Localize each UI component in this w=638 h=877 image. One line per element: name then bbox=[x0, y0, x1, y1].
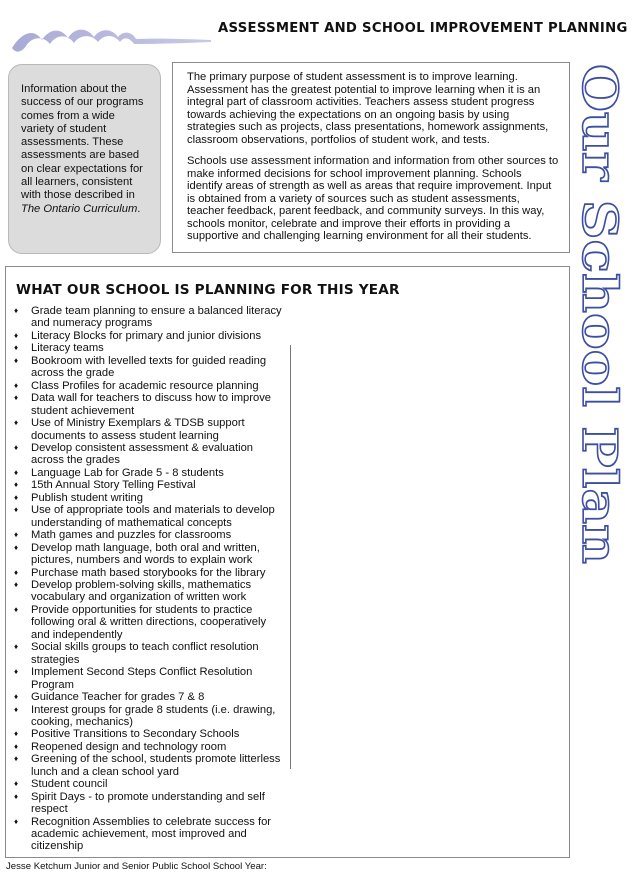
intro-paragraph: Schools use assessment information and information from other sources to make informed decisions for school improvement planning. Schools identify areas of strength as well as areas that require improvement. Input is obtained from a variety of sources such as student assessments, teacher feedback, parent feedback, and community surveys. In this way, schools monitor, celebrate and improve their efforts in providing a supportive and challenging learning environment for all their students. bbox=[187, 155, 559, 242]
bullet-diamond-icon: ♦ bbox=[14, 754, 19, 764]
plan-list-item bbox=[14, 567, 286, 579]
bullet-diamond-icon: ♦ bbox=[14, 542, 19, 552]
bullet-diamond-icon: ♦ bbox=[14, 642, 19, 652]
plan-list-item bbox=[14, 641, 286, 666]
plan-item-text: Bookroom with levelled texts for guided reading across the grade bbox=[31, 354, 267, 380]
bullet-diamond-icon: ♦ bbox=[14, 667, 19, 677]
intro-paragraph: The primary purpose of student assessment is to improve learning. Assessment has the greatest potential to improve learning when it is an integral part of classroom activities. Teachers assess student progress towards achieving the expectations on an ongoing basis by using strategies such as projects, class presentations, homework assignments, classroom observations, portfolios of student work, and tests. bbox=[187, 71, 549, 146]
plan-item-text: Reopened design and technology room bbox=[31, 740, 227, 753]
plan-list-item bbox=[14, 542, 286, 567]
plan-item-text: Develop problem-solving skills, mathematics vocabulary and organization of written work bbox=[31, 578, 252, 604]
bullet-diamond-icon: ♦ bbox=[14, 393, 19, 403]
bullet-diamond-icon: ♦ bbox=[14, 343, 19, 353]
plan-list-item bbox=[14, 380, 286, 392]
plan-list-item bbox=[14, 305, 286, 330]
plan-item-text: Develop math language, both oral and written, pictures, numbers and words to explain work bbox=[31, 541, 260, 567]
bullet-diamond-icon: ♦ bbox=[14, 816, 19, 826]
bullet-diamond-icon: ♦ bbox=[14, 467, 19, 477]
bullet-diamond-icon: ♦ bbox=[14, 306, 19, 315]
plan-list-item bbox=[14, 355, 286, 380]
plan-item-text: Guidance Teacher for grades 7 & 8 bbox=[31, 691, 205, 704]
bullet-diamond-icon: ♦ bbox=[14, 492, 19, 502]
bullet-diamond-icon: ♦ bbox=[14, 330, 19, 340]
plan-list-item bbox=[14, 666, 286, 691]
bullet-diamond-icon: ♦ bbox=[14, 567, 19, 577]
plan-item-text: Greening of the school, students promote litterless lunch and a clean school yard bbox=[31, 753, 281, 778]
plan-item-text: Language Lab for Grade 5 - 8 students bbox=[31, 466, 224, 479]
plan-item-text: Purchase math based storybooks for the library bbox=[31, 566, 266, 579]
bullet-diamond-icon: ♦ bbox=[14, 480, 19, 490]
plan-list-item bbox=[14, 753, 286, 778]
plan-item-text: 15th Annual Story Telling Festival bbox=[31, 479, 196, 492]
page-title: ASSESSMENT AND SCHOOL IMPROVEMENT PLANNING bbox=[218, 21, 628, 36]
plan-item-text: Provide opportunities for students to practice following oral & written directions, cooperatively and independently bbox=[31, 603, 267, 641]
plan-item-text: Grade team planning to ensure a balanced literacy and numeracy programs bbox=[31, 305, 282, 330]
intro-box bbox=[172, 62, 570, 253]
plan-item-text: Use of appropriate tools and materials to develop understanding of mathematical concepts bbox=[31, 504, 275, 529]
plan-list-item bbox=[14, 467, 286, 479]
plan-list-item bbox=[14, 741, 286, 753]
bullet-diamond-icon: ♦ bbox=[14, 380, 19, 390]
plan-list-item bbox=[14, 691, 286, 703]
plan-item-text: Literacy teams bbox=[31, 342, 104, 355]
plan-list-item bbox=[14, 417, 286, 442]
sidebar-text-end: . bbox=[137, 202, 141, 215]
plan-list-item bbox=[14, 479, 286, 491]
bullet-diamond-icon: ♦ bbox=[14, 442, 19, 452]
plan-list-item bbox=[14, 529, 286, 541]
plan-list-item bbox=[14, 778, 286, 790]
bullet-diamond-icon: ♦ bbox=[14, 791, 19, 801]
plan-list-item bbox=[14, 492, 286, 504]
plan-list-item bbox=[14, 342, 286, 354]
bullet-diamond-icon: ♦ bbox=[14, 579, 19, 589]
plan-item-text: Positive Transitions to Secondary Schools bbox=[31, 728, 240, 741]
bullet-diamond-icon: ♦ bbox=[14, 418, 19, 428]
plan-list-item bbox=[14, 816, 286, 853]
plan-list-item bbox=[14, 791, 286, 816]
plan-item-text: Use of Ministry Exemplars & TDSB support documents to assess student learning bbox=[31, 417, 245, 442]
bullet-diamond-icon: ♦ bbox=[14, 741, 19, 751]
plan-item-text: Spirit Days - to promote understanding and self respect bbox=[31, 790, 265, 816]
plan-list bbox=[14, 305, 286, 853]
plan-item-text: Class Profiles for academic resource planning bbox=[31, 379, 259, 392]
plan-list-item bbox=[14, 392, 286, 417]
column-divider bbox=[290, 345, 291, 769]
plan-item-text: Math games and puzzles for classrooms bbox=[31, 529, 232, 542]
bullet-diamond-icon: ♦ bbox=[14, 604, 19, 614]
bullet-diamond-icon: ♦ bbox=[14, 505, 19, 515]
plan-item-text: Social skills groups to teach conflict resolution strategies bbox=[31, 641, 259, 666]
footer: Jesse Ketchum Junior and Senior Public School School Year: bbox=[6, 861, 267, 872]
plan-list-item bbox=[14, 330, 286, 342]
bullet-diamond-icon: ♦ bbox=[14, 530, 19, 540]
plan-item-text: Implement Second Steps Conflict Resolution Program bbox=[31, 666, 253, 691]
sidebar-text: Information about the success of our programs comes from a wide variety of student assessments. These assessments are based on clear expectations for all learners, consistent with those described in bbox=[21, 83, 144, 202]
bullet-diamond-icon: ♦ bbox=[14, 729, 19, 739]
plan-heading: WHAT OUR SCHOOL IS PLANNING FOR THIS YEAR bbox=[16, 282, 400, 298]
decorative-swoosh bbox=[8, 22, 213, 56]
plan-item-text: Data wall for teachers to discuss how to improve student achievement bbox=[31, 392, 272, 417]
plan-item-text: Student council bbox=[31, 778, 108, 791]
plan-list-item bbox=[14, 728, 286, 740]
bullet-diamond-icon: ♦ bbox=[14, 692, 19, 702]
info-sidebar bbox=[8, 64, 161, 254]
bullet-diamond-icon: ♦ bbox=[14, 779, 19, 789]
plan-list-item bbox=[14, 442, 286, 467]
plan-list-item bbox=[14, 504, 286, 529]
plan-item-text: Recognition Assemblies to celebrate success for academic achievement, most improved and citizenship bbox=[31, 815, 272, 853]
bullet-diamond-icon: ♦ bbox=[14, 355, 19, 365]
plan-list-item bbox=[14, 604, 286, 641]
vertical-title-our-school-plan bbox=[571, 60, 631, 580]
plan-list-item bbox=[14, 579, 286, 604]
plan-item-text: Literacy Blocks for primary and junior divisions bbox=[31, 329, 262, 342]
bullet-diamond-icon: ♦ bbox=[14, 704, 19, 714]
plan-item-text: Develop consistent assessment & evaluation across the grades bbox=[31, 441, 254, 467]
plan-list-item bbox=[14, 704, 286, 729]
plan-section bbox=[5, 266, 570, 858]
curriculum-title: The Ontario Curriculum bbox=[21, 202, 138, 215]
plan-item-text: Publish student writing bbox=[31, 491, 143, 504]
plan-item-text: Interest groups for grade 8 students (i.e. drawing, cooking, mechanics) bbox=[31, 703, 276, 728]
vertical-title-text: Our School Plan bbox=[571, 64, 627, 501]
